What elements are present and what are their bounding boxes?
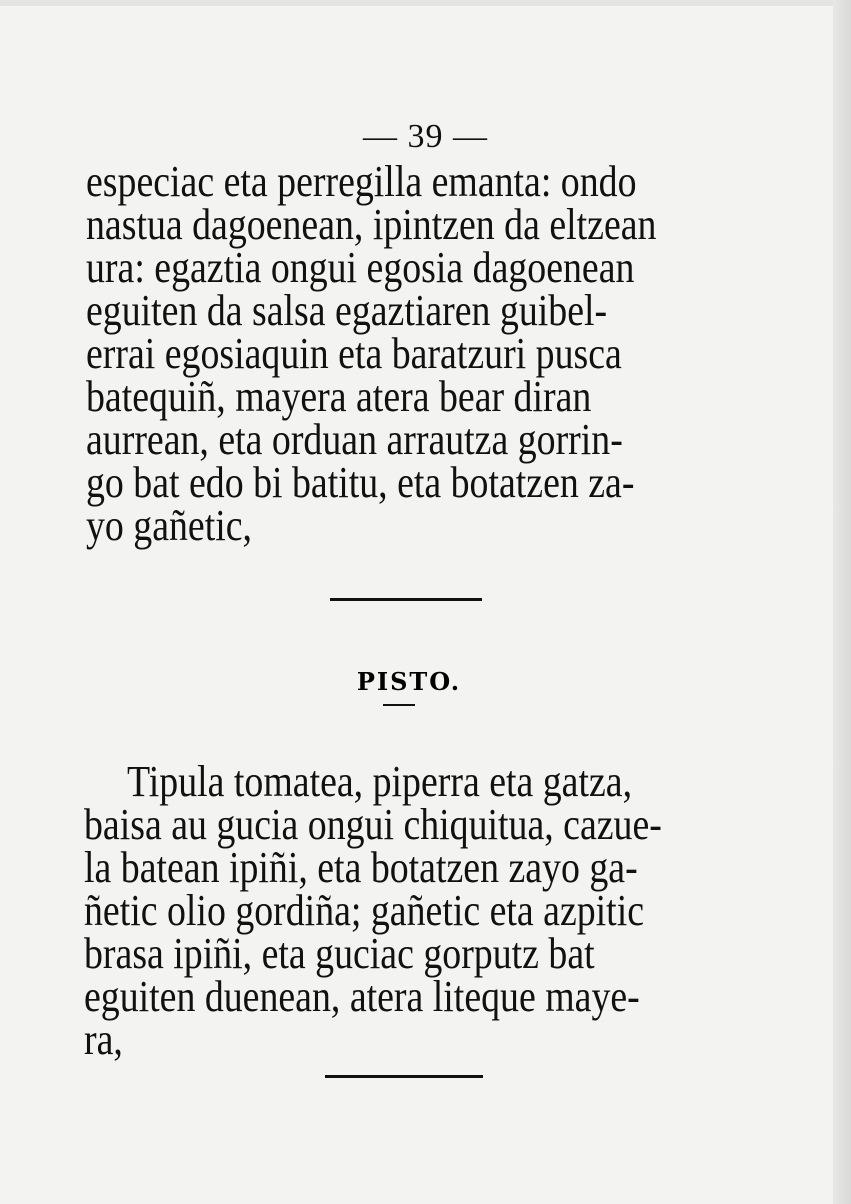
- text-line: ñetic olio gordiña; gañetic eta azpitic: [84, 886, 645, 935]
- section-divider: [330, 598, 482, 601]
- text-line: errai egosiaquin eta baratzuri pusca: [86, 329, 622, 378]
- text-line: go bat edo bi batitu, eta botatzen za-: [86, 458, 635, 507]
- text-line: nastua dagoenean, ipintzen da eltzean: [86, 200, 657, 249]
- text-line: batequiñ, mayera atera bear diran: [86, 372, 592, 421]
- text-line: baisa au gucia ongui chiquitua, cazue-: [84, 800, 662, 849]
- text-line: eguiten da salsa egaztiaren guibel-: [86, 286, 608, 335]
- text-line: Tipula tomatea, piperra eta gatza,: [127, 757, 633, 806]
- text-line: yo gañetic,: [86, 501, 253, 550]
- text-line: especiac eta perregilla emanta: ondo: [86, 157, 637, 206]
- heading-dash: [383, 704, 415, 706]
- page-edge-right: [833, 0, 851, 1204]
- recipe-paragraph-continued: [86, 157, 657, 550]
- page-edge-top: [0, 0, 851, 6]
- text-line: aurrean, eta orduan arrautza gorrin-: [86, 415, 623, 464]
- text-line: la batean ipiñi, eta botatzen zayo ga-: [84, 843, 638, 892]
- text-line: brasa ipiñi, eta guciac gorputz bat: [84, 929, 595, 978]
- page-number: — 39 —: [363, 118, 488, 155]
- text-line: ura: egaztia ongui egosia dagoenean: [86, 243, 635, 292]
- recipe-heading: PISTO.: [356, 667, 462, 696]
- text-line: ra,: [84, 1015, 123, 1064]
- section-divider-end: [325, 1075, 483, 1078]
- recipe-paragraph-pisto: [84, 757, 662, 1064]
- text-line: eguiten duenean, atera liteque maye-: [84, 972, 640, 1021]
